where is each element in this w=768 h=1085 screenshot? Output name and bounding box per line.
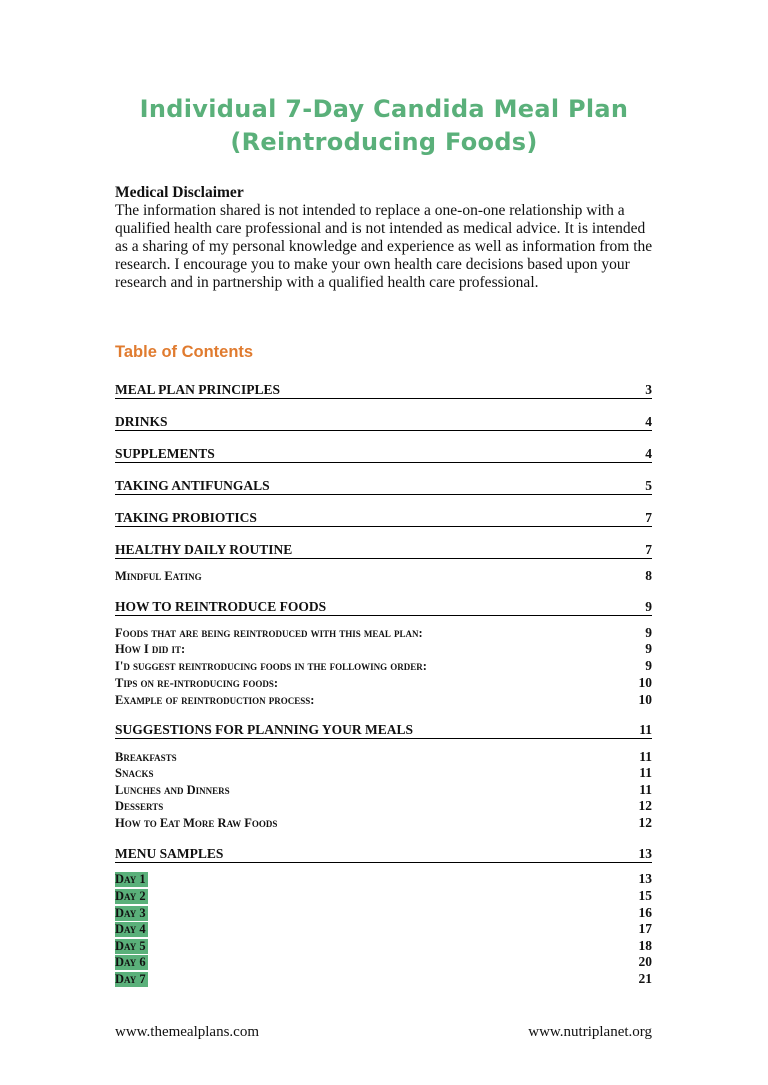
toc-subentry-day-3[interactable] — [115, 905, 652, 921]
toc-entry-page: 7 — [645, 542, 652, 557]
toc-subentry-page: 10 — [638, 675, 652, 690]
toc-entry-page: 13 — [638, 846, 652, 861]
toc-subentry-day-1[interactable] — [115, 871, 652, 887]
toc-subentry-lunches-dinners[interactable] — [115, 782, 652, 798]
toc-entry-taking-antifungals[interactable] — [115, 477, 652, 495]
toc-subentry-day-5[interactable] — [115, 938, 652, 954]
toc-subentry-label: Day 2 — [115, 889, 146, 903]
toc-subentry-label: Foods that are being reintroduced with this meal plan: — [115, 626, 423, 640]
toc-entry-page: 4 — [645, 414, 652, 429]
toc-entry-page: 3 — [645, 382, 652, 397]
toc-entry-meal-plan-principles[interactable] — [115, 381, 652, 399]
document-title: Individual 7-Day Candida Meal Plan — [139, 95, 629, 123]
toc-subentry-raw-foods[interactable] — [115, 815, 652, 831]
toc-entry-page: 4 — [645, 446, 652, 461]
toc-subentry-label: Snacks — [115, 766, 154, 780]
toc-subentry-page: 11 — [639, 749, 652, 764]
toc-subentry-label: I'd suggest reintroducing foods in the following order: — [115, 659, 427, 673]
footer-right-url[interactable]: www.nutriplanet.org — [528, 1024, 652, 1040]
toc-subentry-label: Breakfasts — [115, 750, 177, 764]
toc-subentry-page: 12 — [638, 815, 652, 830]
toc-subentry-label: How to Eat More Raw Foods — [115, 816, 278, 830]
toc-subentry-mindful-eating[interactable] — [115, 568, 652, 584]
toc-subentry-label: Day 1 — [115, 872, 146, 886]
toc-subentry-day-4[interactable] — [115, 921, 652, 937]
toc-heading: Table of Contents — [115, 343, 254, 361]
toc-subentry-breakfasts[interactable] — [115, 749, 652, 765]
toc-subentry-page: 10 — [638, 692, 652, 707]
toc-entry-label: SUPPLEMENTS — [115, 446, 215, 461]
toc-subentry-label: Example of reintroduction process: — [115, 693, 315, 707]
toc-entry-label: HEALTHY DAILY ROUTINE — [115, 542, 293, 557]
document-subtitle: (Reintroducing Foods) — [230, 128, 538, 156]
toc-entry-label: SUGGESTIONS FOR PLANNING YOUR MEALS — [115, 722, 414, 737]
toc-entry-taking-probiotics[interactable] — [115, 509, 652, 527]
toc-subentry-tips[interactable] — [115, 675, 652, 691]
toc-subentry-how-i-did-it[interactable] — [115, 641, 652, 657]
toc-subentry-page: 11 — [639, 782, 652, 797]
toc-subentry-label: Day 5 — [115, 939, 146, 953]
toc-entry-page: 11 — [639, 722, 652, 737]
toc-subentry-page: 20 — [638, 954, 652, 969]
disclaimer-heading: Medical Disclaimer — [115, 184, 244, 201]
toc-entry-label: TAKING PROBIOTICS — [115, 510, 257, 525]
toc-entry-healthy-daily-routine[interactable] — [115, 541, 652, 559]
toc-subentry-page: 16 — [638, 905, 652, 920]
toc-subentry-page: 13 — [638, 871, 652, 886]
toc-entry-menu-samples[interactable] — [115, 845, 652, 863]
toc-subentry-page: 9 — [645, 625, 652, 640]
toc-subentry-page: 11 — [639, 765, 652, 780]
toc-entry-label: MEAL PLAN PRINCIPLES — [115, 382, 281, 397]
toc-subentry-page: 21 — [638, 971, 652, 986]
toc-subentry-page: 9 — [645, 641, 652, 656]
toc-entry-label: DRINKS — [115, 414, 168, 429]
toc-entry-page: 9 — [645, 599, 652, 614]
disclaimer-body: The information shared is not intended to replace a one-on-one relationship with a qualified health care professional and is not intended as medical advice. It is intended as a sharing of my personal knowledge and experience as well as information from the research. I encourage you to make your own health care decisions based upon your research and in partnership with a qualified health care professional. — [115, 202, 653, 291]
toc-subentry-snacks[interactable] — [115, 765, 652, 781]
toc-entry-how-to-reintroduce-foods[interactable] — [115, 598, 652, 616]
toc-subentry-label: Desserts — [115, 799, 164, 813]
toc-subentry-label: Day 6 — [115, 955, 146, 969]
toc-entry-label: HOW TO REINTRODUCE FOODS — [115, 599, 327, 614]
toc-subentry-page: 9 — [645, 658, 652, 673]
toc-subentry-label: Day 7 — [115, 972, 146, 986]
toc-entry-page: 5 — [645, 478, 652, 493]
toc-subentry-suggested-order[interactable] — [115, 658, 652, 674]
toc-subentry-label: Day 3 — [115, 906, 146, 920]
toc-entry-suggestions-planning[interactable] — [115, 721, 652, 739]
toc-subentry-page: 8 — [645, 568, 652, 583]
toc-subentry-label: Tips on re-introducing foods: — [115, 676, 279, 690]
toc-entry-label: MENU SAMPLES — [115, 846, 224, 861]
toc-entry-drinks[interactable] — [115, 413, 652, 431]
toc-subentry-label: Day 4 — [115, 922, 146, 936]
toc-subentry-label: Lunches and Dinners — [115, 783, 230, 797]
toc-subentry-day-6[interactable] — [115, 954, 652, 970]
toc-subentry-label: How I did it: — [115, 642, 186, 656]
toc-subentry-foods-reintroduced[interactable] — [115, 625, 652, 641]
footer-left-url[interactable]: www.themealplans.com — [115, 1024, 259, 1040]
toc-entry-page: 7 — [645, 510, 652, 525]
toc-subentry-example-process[interactable] — [115, 692, 652, 708]
toc-subentry-day-2[interactable] — [115, 888, 652, 904]
toc-subentry-desserts[interactable] — [115, 798, 652, 814]
toc-subentry-page: 15 — [638, 888, 652, 903]
toc-subentry-page: 17 — [638, 921, 652, 936]
toc-entry-supplements[interactable] — [115, 445, 652, 463]
toc-subentry-page: 18 — [638, 938, 652, 953]
toc-entry-label: TAKING ANTIFUNGALS — [115, 478, 270, 493]
toc-subentry-label: Mindful Eating — [115, 569, 202, 583]
toc-subentry-day-7[interactable] — [115, 971, 652, 987]
toc-subentry-page: 12 — [638, 798, 652, 813]
